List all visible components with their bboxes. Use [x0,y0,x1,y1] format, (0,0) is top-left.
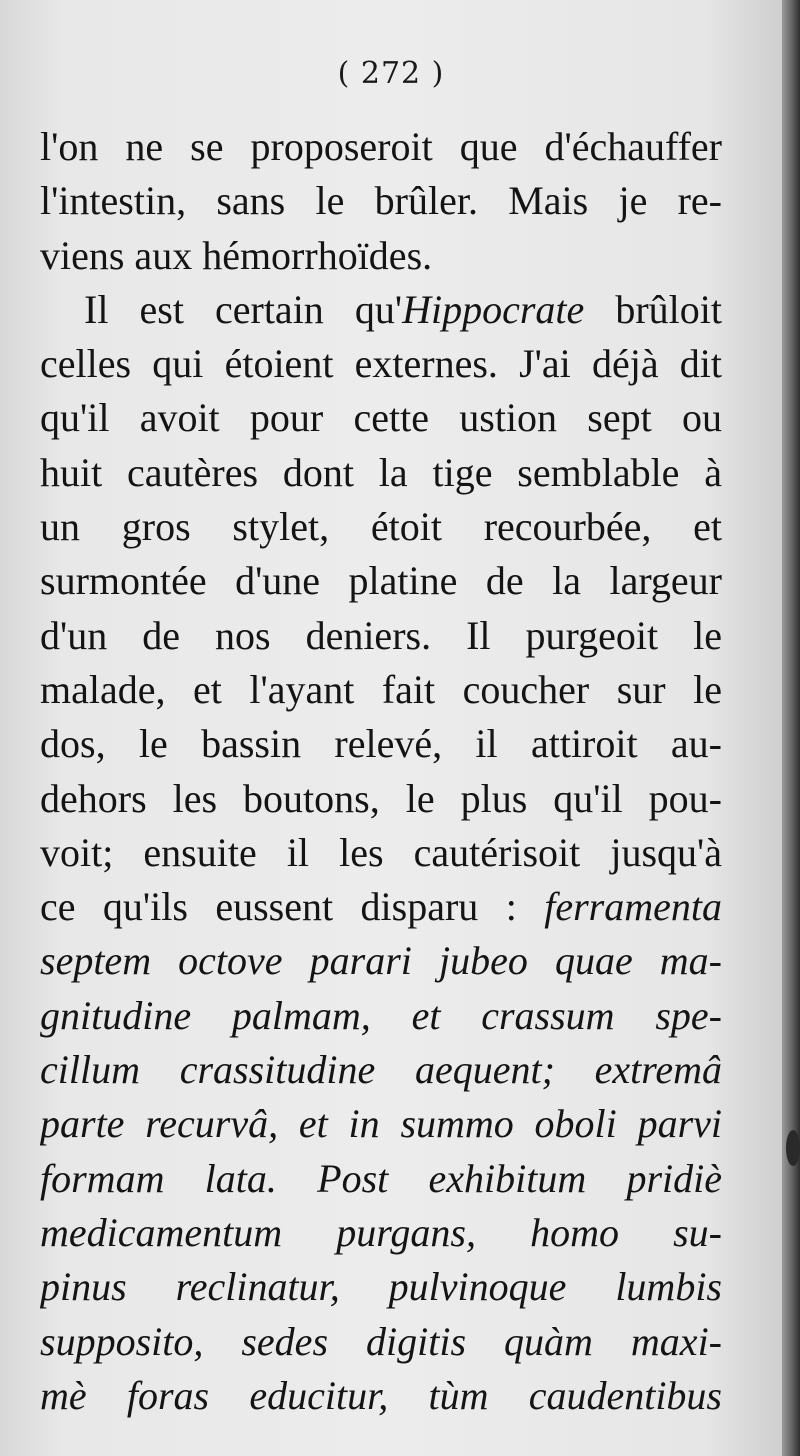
text-line: surmontée d'une platine de la largeur [40,558,722,604]
text-line: parte recurvâ, et in summo oboli parvi [40,1101,722,1147]
text-line: malade, et l'ayant fait coucher sur le [40,666,722,712]
text-line: cillum crassitudine aequent; extremâ [40,1047,722,1093]
text-line: mè foras educitur, tùm caudentibus [40,1372,722,1418]
text-line: l'on ne se proposeroit que d'échauffer [40,124,722,169]
text-line: ce qu'ils eussent disparu : ferramenta [40,884,722,930]
text-line: qu'il avoit pour cette ustion sept ou [40,395,722,441]
text-line: formam lata. Post exhibitum pridiè [40,1155,722,1201]
text-line: pinus reclinatur, pulvinoque lumbis [40,1264,722,1310]
text-line: voit; ensuite il les cautérisoit jusqu'à [40,829,722,875]
book-gutter [782,0,800,1456]
text-line: l'intestin, sans le brûler. Mais je re- [40,178,722,224]
text-line: dos, le bassin relevé, il attiroit au- [40,721,722,767]
text-line: septem octove parari jubeo quae ma- [40,938,722,984]
text-line: huit cautères dont la tige semblable à [40,449,722,495]
text-line: dehors les boutons, le plus qu'il pou- [40,775,722,821]
body-text [40,120,722,1423]
text-line: un gros stylet, étoit recourbée, et [40,504,722,550]
ink-spot [786,1130,800,1166]
text-line: viens aux hémorrhoïdes. [40,232,433,278]
text-line: d'un de nos deniers. Il purgeoit le [40,612,722,658]
text-line: medicamentum purgans, homo su- [40,1209,722,1255]
text-line: gnitudine palmam, et crassum spe- [40,992,722,1038]
text-line: celles qui étoient externes. J'ai déjà dit [40,341,722,387]
page-number: ( 272 ) [337,56,445,91]
text-line: Il est certain qu'Hippocrate brûloit [84,286,722,332]
text-line: supposito, sedes digitis quàm maxi- [40,1318,722,1364]
